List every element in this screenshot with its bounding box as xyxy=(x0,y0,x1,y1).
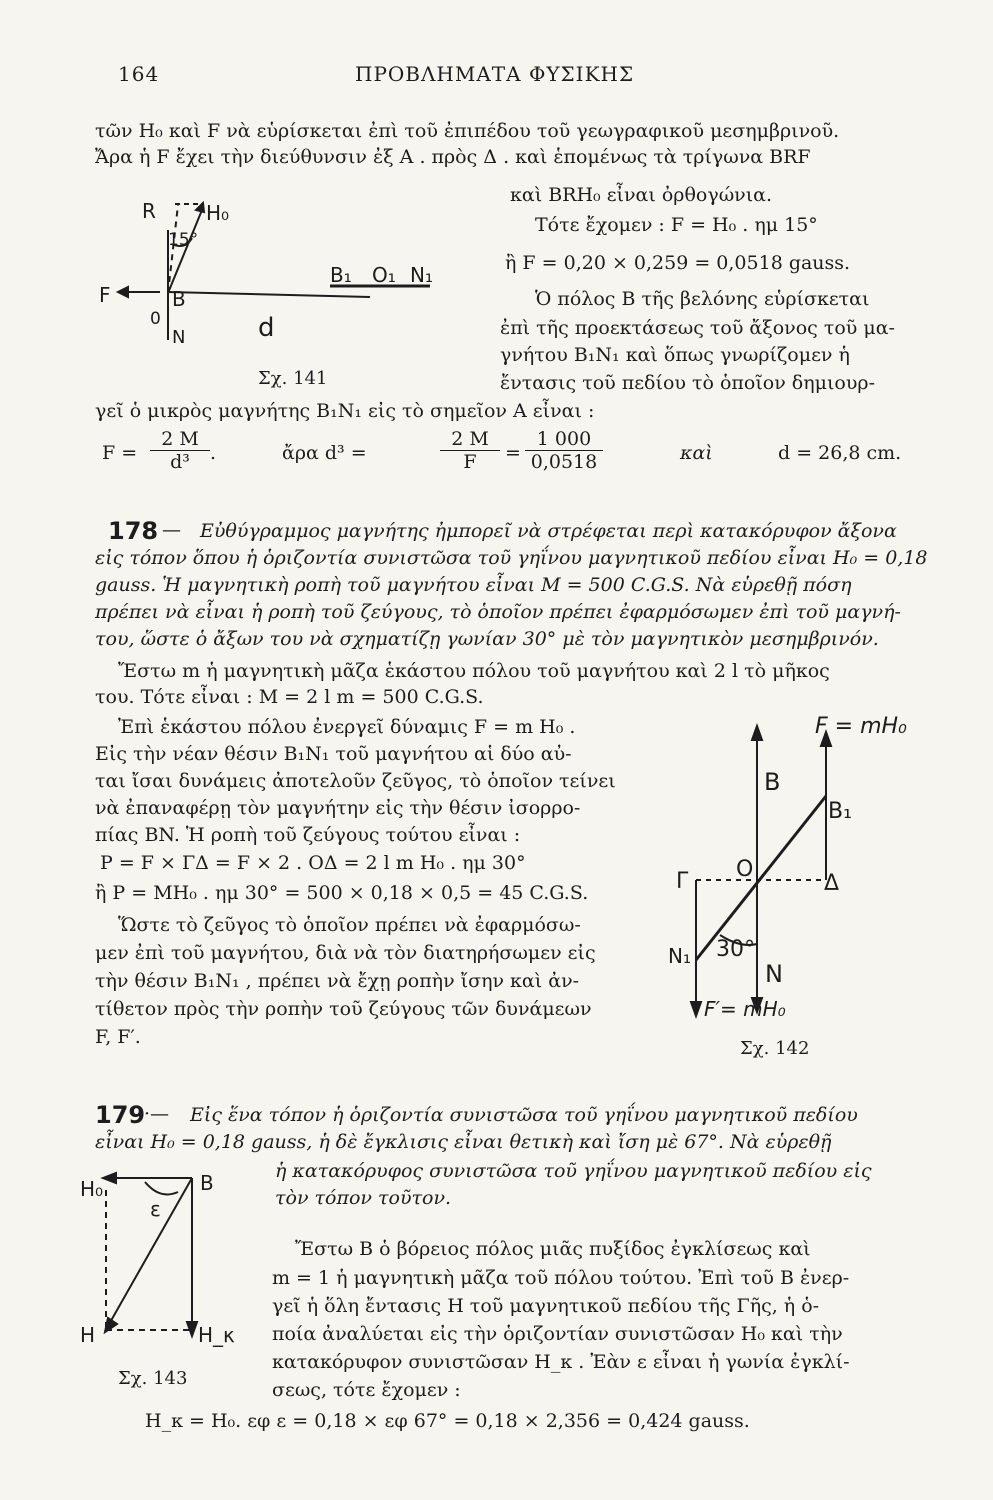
fig142-label: Γ xyxy=(676,869,689,894)
formula-eq: = xyxy=(505,442,521,464)
figure-caption: Σχ. 142 xyxy=(740,1038,810,1059)
solution-line: ται ἴσαι δυνάμεις ἀποτελοῦν ζεῦγος, τὸ ὁποῖον τείνει xyxy=(95,770,616,792)
solution-line: Ἔστω m ἡ μαγνητικὴ μᾶζα ἑκάστου πόλου τοῦ μαγνήτου καὶ 2 l τὸ μῆκος xyxy=(118,660,830,682)
fig141-label: d xyxy=(258,313,275,343)
intro-line: ἔντασις τοῦ πεδίου τὸ ὁποῖον δημιουρ- xyxy=(500,372,876,394)
solution-line: τίθετον πρὸς τὴν ροπὴν τοῦ ζεύγους τῶν δυνάμεων xyxy=(95,998,592,1020)
problem-statement-line: πρέπει νὰ εἶναι ἡ ροπὴ τοῦ ζεύγους, τὸ ὁποῖον πρέπει ἐφαρμόσωμεν ἐπὶ τοῦ μαγνή- xyxy=(95,601,901,623)
fig143-label: ε xyxy=(150,1197,161,1221)
running-title: ΠΡΟΒΛΗΜΑΤΑ ΦΥΣΙΚΗΣ xyxy=(355,62,635,86)
fig141-label: 0 xyxy=(150,309,161,329)
solution-line: πίας BN. Ἡ ροπὴ τοῦ ζεύγους τούτου εἶναι : xyxy=(95,824,521,846)
fig142-label: N xyxy=(765,960,783,988)
fig143-label: H xyxy=(80,1323,96,1347)
solution-line: σεως, τότε ἔχομεν : xyxy=(272,1379,461,1401)
fig143-label: H_κ xyxy=(198,1323,235,1347)
formula-kai: καὶ xyxy=(680,442,713,464)
fig141-label: B₁ xyxy=(330,263,352,287)
fig141-label: O₁ xyxy=(372,263,396,287)
fig142-label: Δ xyxy=(824,871,840,896)
problem-statement-line: ἡ κατακόρυφος συνιστῶσα τοῦ γηΐνου μαγνητικοῦ πεδίου εἰς xyxy=(275,1160,872,1182)
solution-line: γεῖ ἡ ὅλη ἔντασις H τοῦ μαγνητικοῦ πεδίου τῆς Γῆς, ἡ ὁ- xyxy=(272,1295,820,1317)
solution-line: P = F × ΓΔ = F × 2 . OΔ = 2 l m H₀ . ημ 30° xyxy=(100,852,526,874)
problem-statement-line: Εὐθύγραμμος μαγνήτης ἠμπορεῖ νὰ στρέφεται περὶ κατακόρυφον ἄξονα xyxy=(200,520,897,542)
fig142-label: O xyxy=(736,857,754,882)
problem-statement-line: εἰς τόπον ὅπου ἡ ὁριζοντία συνιστῶσα τοῦ γηΐνου μαγνητικοῦ πεδίου εἶναι H₀ = 0,18 xyxy=(95,547,928,569)
intro-line: γνήτου B₁N₁ καὶ ὅπως γνωρίζομεν ἡ xyxy=(500,344,850,366)
final-equation: H_κ = H₀. εφ ε = 0,18 × εφ 67° = 0,18 × 2,356 = 0,424 gauss. xyxy=(145,1410,750,1432)
solution-line: m = 1 ἡ μαγνητικὴ μᾶζα τοῦ πόλου τούτου. Ἐπὶ τοῦ B ἐνερ- xyxy=(272,1267,850,1289)
solution-line: του. Τότε εἶναι : M = 2 l m = 500 C.G.S. xyxy=(95,686,484,708)
intro-line: καὶ BRH₀ εἶναι ὀρθογώνια. xyxy=(510,184,773,206)
denominator: F xyxy=(440,450,500,473)
solution-line: κατακόρυφον συνιστῶσαν H_κ . Ἐὰν ε εἶναι ἡ γωνία ἐγκλί- xyxy=(272,1351,850,1373)
problem-dash: — xyxy=(162,519,181,541)
formula-dot: . xyxy=(210,442,217,464)
formula-lhs: F = xyxy=(102,442,138,464)
intro-line: Ἄρα ἡ F ἔχει τὴν διεύθυνσιν ἐξ A . πρὸς Δ . καὶ ἑπομένως τὰ τρίγωνα BRF xyxy=(95,146,811,168)
solution-line: νὰ ἐπαναφέρῃ τὸν μαγνήτην εἰς τὴν θέσιν ἰσορρο- xyxy=(95,797,581,819)
fig141-label: 15° xyxy=(168,230,199,250)
numerator: 1 000 xyxy=(536,428,592,450)
solution-line: μεν ἐπὶ τοῦ μαγνήτου, διὰ νὰ τὸν διατηρήσωμεν εἰς xyxy=(95,942,596,964)
solution-line: F, F′. xyxy=(95,1026,141,1048)
figure-caption: Σχ. 141 xyxy=(258,368,328,389)
problem-statement-line: του, ὥστε ὁ ἄξων του νὰ σχηματίζῃ γωνίαν 30° μὲ τὸν μαγνητικὸν μεσημβρινόν. xyxy=(95,628,879,650)
formula-ara: ἄρα d³ = xyxy=(282,442,367,464)
intro-line: Τότε ἔχομεν : F = H₀ . ημ 15° xyxy=(535,214,818,236)
formula-result: d = 26,8 cm. xyxy=(778,442,902,464)
numerator: 2 M xyxy=(161,428,199,450)
solution-line: Ἔστω B ὁ βόρειος πόλος μιᾶς πυξίδος ἐγκλίσεως καὶ xyxy=(295,1238,811,1260)
solution-line: ἢ P = MH₀ . ημ 30° = 500 × 0,18 × 0,5 = 45 C.G.S. xyxy=(95,882,589,904)
solution-line: Ἐπὶ ἑκάστου πόλου ἐνεργεῖ δύναμις F = m H₀ . xyxy=(118,716,576,738)
fig142-label: 30° xyxy=(716,937,755,962)
problem-number: 179 xyxy=(95,1101,146,1129)
fig141-label: N xyxy=(172,327,186,348)
fig141-label: H₀ xyxy=(206,201,230,225)
intro-line: ἐπὶ τῆς προεκτάσεως τοῦ ἄξονος τοῦ μα- xyxy=(500,317,895,339)
intro-line: τῶν H₀ καὶ F νὰ εὑρίσκεται ἐπὶ τοῦ ἐπιπέδου τοῦ γεωγραφικοῦ μεσημβρινοῦ. xyxy=(95,120,840,142)
problem-statement-line: gauss. Ἡ μαγνητικὴ ροπὴ τοῦ μαγνήτου εἶναι M = 500 C.G.S. Νὰ εὑρεθῇ πόση xyxy=(95,574,852,596)
figure-caption: Σχ. 143 xyxy=(118,1368,188,1389)
fig143-label: B xyxy=(200,1171,214,1195)
fig142-label: F′= mH₀ xyxy=(704,997,786,1021)
fig141-label: N₁ xyxy=(410,263,433,287)
problem-statement-line: τὸν τόπον τοῦτον. xyxy=(275,1187,452,1209)
problem-dash: ·— xyxy=(144,1103,170,1125)
problem-number: 178 xyxy=(108,517,159,545)
solution-line: ποία ἀναλύεται εἰς τὴν ὁριζοντίαν συνιστῶσαν H₀ καὶ τὴν xyxy=(272,1323,843,1345)
fig142-label: B xyxy=(764,768,781,796)
fig141-label: R xyxy=(142,199,156,223)
problem-statement-line: εἶναι H₀ = 0,18 gauss, ἡ δὲ ἔγκλισις εἶναι θετικὴ καὶ ἴση μὲ 67°. Νὰ εὑρεθῇ xyxy=(95,1131,832,1153)
solution-line: Ὥστε τὸ ζεῦγος τὸ ὁποῖον πρέπει νὰ ἐφαρμόσω- xyxy=(118,914,581,936)
intro-line: γεῖ ὁ μικρὸς μαγνήτης B₁N₁ εἰς τὸ σημεῖον A εἶναι : xyxy=(95,400,595,422)
intro-line: ἢ F = 0,20 × 0,259 = 0,0518 gauss. xyxy=(505,252,851,274)
fig143-label: H₀ xyxy=(80,1177,104,1201)
fig142-label: N₁ xyxy=(668,944,691,968)
page-number: 164 xyxy=(118,62,160,86)
fig142-label: F = mH₀ xyxy=(815,714,907,739)
numerator: 2 M xyxy=(451,428,489,450)
denominator: d³ xyxy=(150,450,210,473)
fig141-label: F xyxy=(99,283,111,307)
intro-line: Ὁ πόλος B τῆς βελόνης εὑρίσκεται xyxy=(535,288,870,310)
fig142-label: B₁ xyxy=(828,799,852,824)
fig141-label: B xyxy=(172,287,186,311)
solution-line: Εἰς τὴν νέαν θέσιν B₁N₁ τοῦ μαγνήτου αἱ δύο αὐ- xyxy=(95,743,572,765)
problem-statement-line: Εἰς ἕνα τόπον ἡ ὁριζοντία συνιστῶσα τοῦ γηΐνου μαγνητικοῦ πεδίου xyxy=(190,1104,858,1126)
denominator: 0,0518 xyxy=(525,450,603,473)
solution-line: τὴν θέσιν B₁N₁ , πρέπει νὰ ἔχῃ ροπὴν ἴσην καὶ ἀν- xyxy=(95,970,580,992)
